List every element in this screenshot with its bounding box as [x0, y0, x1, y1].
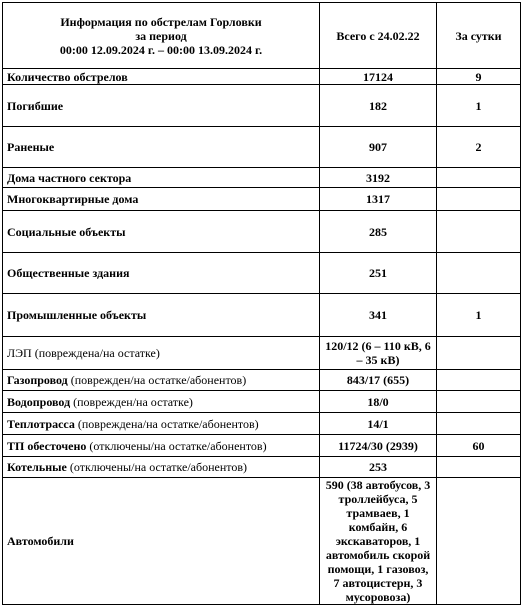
row-total: 3192 — [320, 168, 437, 188]
row-label: Теплотрасса — [7, 416, 75, 431]
row-day — [437, 413, 521, 435]
table-row — [3, 168, 521, 188]
row-label-cell — [3, 391, 320, 413]
row-total: 14/1 — [320, 413, 437, 435]
row-day — [437, 253, 521, 294]
row-label: Промышленные объекты — [7, 308, 147, 322]
row-label-cell — [3, 211, 320, 253]
header-title-line2: за период — [135, 28, 187, 43]
row-day — [437, 457, 521, 478]
row-total: 1317 — [320, 188, 437, 211]
row-label-cell — [3, 253, 320, 294]
table-row — [3, 370, 521, 391]
row-note: (повреждена/на остатке/абонентов) — [74, 416, 259, 431]
row-note: (поврежден/на остатке/абонентов) — [67, 373, 247, 387]
row-label: Автомобили — [7, 534, 74, 548]
row-label: Социальные объекты — [7, 224, 126, 239]
row-total: 843/17 (655) — [320, 370, 437, 391]
row-total: 285 — [320, 211, 437, 253]
row-label: Многоквартирные дома — [7, 192, 139, 206]
table-row — [3, 391, 521, 413]
row-total: 341 — [320, 294, 437, 337]
row-label-cell — [3, 370, 320, 391]
header-day: За сутки — [437, 3, 521, 69]
header-title-cell — [3, 3, 320, 69]
table-row — [3, 85, 521, 127]
row-day — [437, 391, 521, 413]
row-label-cell — [3, 69, 320, 85]
row-label: Количество обстрелов — [7, 69, 128, 84]
row-label-cell — [3, 337, 320, 370]
row-day: 2 — [437, 127, 521, 168]
table-row — [3, 337, 521, 370]
row-label-cell — [3, 294, 320, 337]
table-row — [3, 211, 521, 253]
row-label-cell — [3, 457, 320, 478]
row-day — [437, 188, 521, 211]
row-label: Погибшие — [7, 98, 64, 113]
row-label-cell — [3, 168, 320, 188]
row-note: ЛЭП (повреждена/на остатке) — [7, 346, 160, 360]
row-total: 182 — [320, 85, 437, 127]
row-day: 1 — [437, 294, 521, 337]
row-label-cell — [3, 435, 320, 457]
row-total: 253 — [320, 457, 437, 478]
header-title-line3: 00:00 12.09.2024 г. – 00:00 13.09.2024 г. — [59, 42, 263, 57]
table-row — [3, 294, 521, 337]
row-total: 18/0 — [320, 391, 437, 413]
row-label: Раненые — [7, 140, 55, 154]
row-total: 120/12 (6 – 110 кВ, 6 – 35 кВ) — [320, 337, 437, 370]
row-note: (отключены/на остатке/абонентов) — [86, 438, 267, 453]
row-label: Водопровод — [7, 394, 71, 409]
row-day — [437, 211, 521, 253]
row-label: Газопровод — [7, 373, 68, 387]
row-note: (поврежден/на остатке) — [70, 394, 193, 409]
table-row — [3, 253, 521, 294]
table-row — [3, 188, 521, 211]
table-row — [3, 435, 521, 457]
row-label-cell — [3, 478, 320, 605]
row-day — [437, 168, 521, 188]
row-day: 60 — [437, 435, 521, 457]
table-row — [3, 413, 521, 435]
row-label: Дома частного сектора — [7, 170, 132, 185]
row-total: 251 — [320, 253, 437, 294]
header-title-line1: Информация по обстрелам Горловки — [60, 14, 262, 29]
header-row — [3, 3, 521, 69]
table-row — [3, 457, 521, 478]
row-day: 1 — [437, 85, 521, 127]
table-row — [3, 69, 521, 85]
row-day — [437, 337, 521, 370]
row-total: 907 — [320, 127, 437, 168]
table-row — [3, 478, 521, 605]
row-day — [437, 370, 521, 391]
row-label-cell — [3, 127, 320, 168]
row-total: 17124 — [320, 69, 437, 85]
row-total: 11724/30 (2939) — [320, 435, 437, 457]
table-row — [3, 127, 521, 168]
row-label-cell — [3, 85, 320, 127]
row-label: Общественные здания — [7, 266, 130, 280]
row-day: 9 — [437, 69, 521, 85]
row-total: 590 (38 автобусов, 3 троллейбуса, 5 трамваев, 1 комбайн, 6 экскаваторов, 1 автомобиль скорой помощи, 1 газовоз, 7 автоцистерн, 3 мусоровоза) — [320, 478, 437, 605]
row-label: Котельные — [7, 460, 67, 474]
row-label-cell — [3, 188, 320, 211]
row-day — [437, 478, 521, 605]
header-total: Всего с 24.02.22 — [320, 3, 437, 69]
row-label: ТП обесточено — [7, 438, 87, 453]
row-note: (отключены/на остатке/абонентов) — [66, 460, 248, 474]
row-label-cell — [3, 413, 320, 435]
shelling-info-table — [2, 2, 521, 605]
